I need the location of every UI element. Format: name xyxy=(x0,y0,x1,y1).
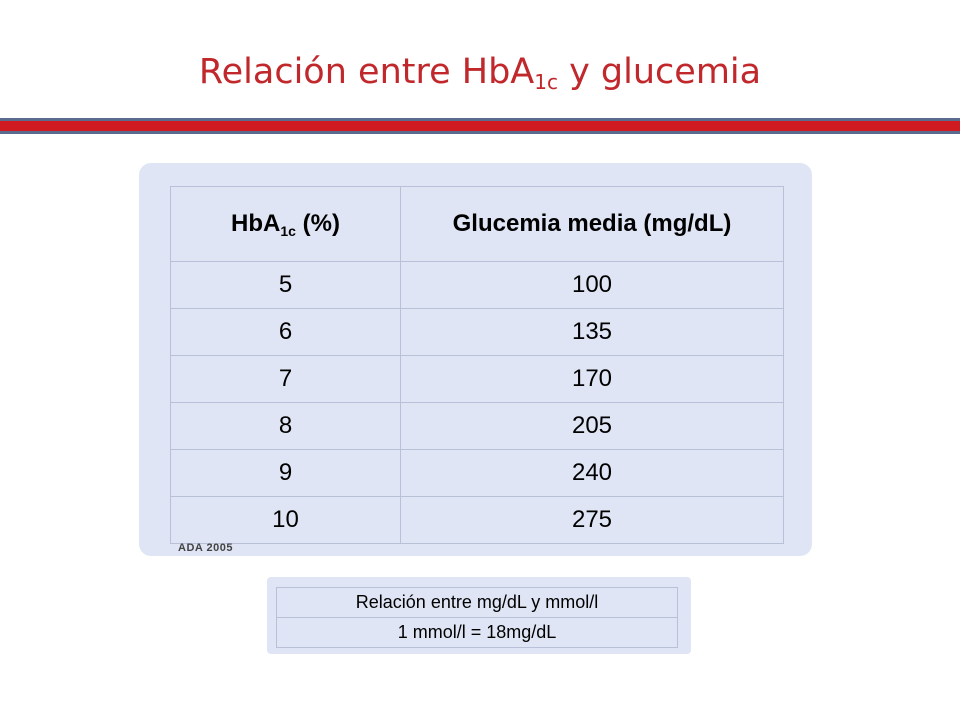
header-glucose: Glucemia media (mg/dL) xyxy=(401,187,784,262)
header-hba1c: HbA$_{1c}$ (%) xyxy=(171,187,401,262)
title-divider xyxy=(0,118,960,134)
glucose-cell: 170 xyxy=(401,356,784,403)
glucose-cell: 205 xyxy=(401,403,784,450)
hba1c-cell: 6 xyxy=(171,309,401,356)
conversion-header: Relación entre mg/dL y mmol/l xyxy=(277,588,678,618)
hba1c-cell: 9 xyxy=(171,450,401,497)
glucose-cell: 135 xyxy=(401,309,784,356)
table-row xyxy=(171,497,784,544)
table-row xyxy=(171,262,784,309)
table-row xyxy=(171,356,784,403)
conversion-table xyxy=(276,587,678,648)
hba1c-cell: 5 xyxy=(171,262,401,309)
conversion-header-row xyxy=(277,588,678,618)
hba1c-cell: 8 xyxy=(171,403,401,450)
hba1c-cell: 10 xyxy=(171,497,401,544)
table-row xyxy=(171,309,784,356)
hba1c-glucose-table xyxy=(170,186,784,544)
page-title: Relación entre HbA$_{1c}$ y glucemia xyxy=(198,52,762,94)
table-row xyxy=(171,403,784,450)
table-header-row xyxy=(171,187,784,262)
source-note: ADA 2005 xyxy=(178,542,233,554)
glucose-cell: 240 xyxy=(401,450,784,497)
glucose-cell: 275 xyxy=(401,497,784,544)
conversion-value-row xyxy=(277,618,678,648)
hba1c-cell: 7 xyxy=(171,356,401,403)
conversion-value: 1 mmol/l = 18mg/dL xyxy=(277,618,678,648)
table-row xyxy=(171,450,784,497)
glucose-cell: 100 xyxy=(401,262,784,309)
